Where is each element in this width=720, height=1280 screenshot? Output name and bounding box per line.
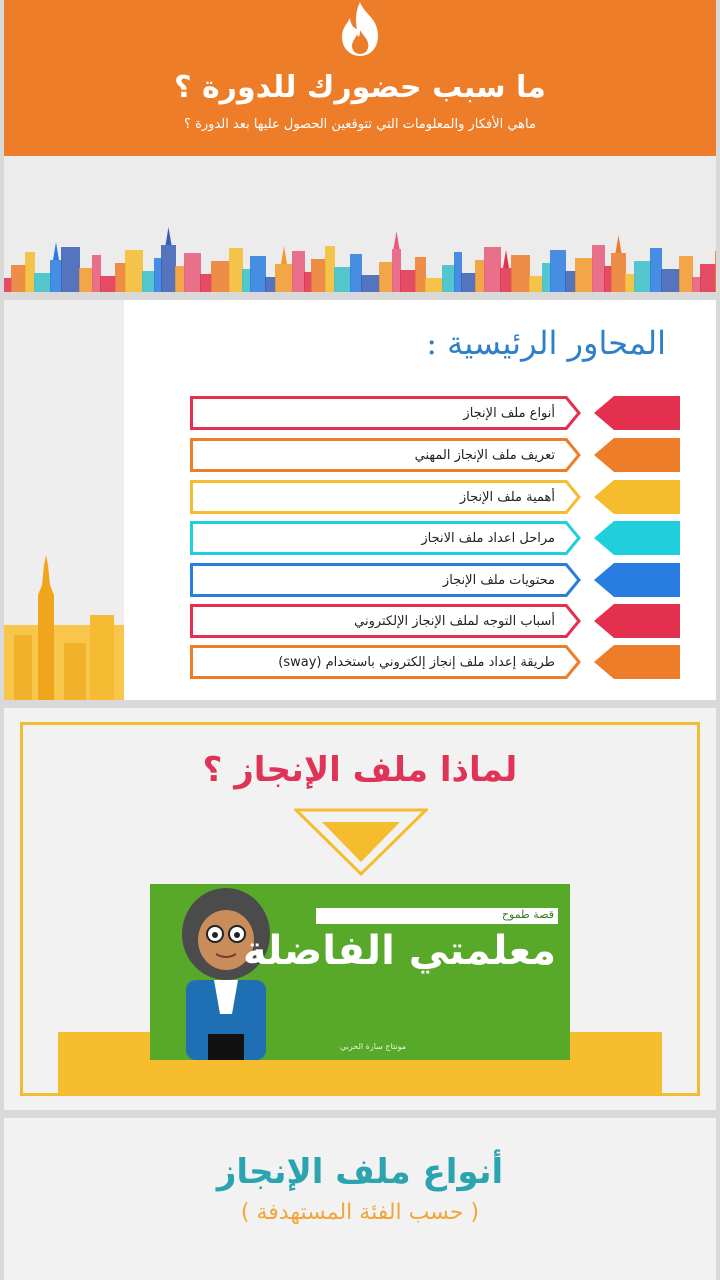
skyline-building (715, 251, 716, 292)
axis-item-box (190, 563, 586, 597)
axis-item-box (190, 645, 586, 679)
skyline-building (611, 253, 626, 292)
skyline-building (425, 278, 443, 292)
chevron-left-icon (590, 480, 680, 514)
skyline-building (400, 270, 416, 292)
skyline-building (442, 265, 455, 292)
skyline-building (115, 263, 126, 292)
city-skyline (4, 226, 716, 292)
down-triangle-icon (294, 808, 428, 876)
skyline-building (4, 278, 12, 292)
skyline-building (634, 261, 651, 292)
skyline-spire (394, 231, 400, 249)
axis-item (190, 521, 680, 555)
axis-item-box (190, 521, 586, 555)
skyline-building (350, 254, 362, 292)
skyline-building (265, 277, 276, 292)
axis-item-box (190, 396, 586, 430)
chevron-left-icon (590, 396, 680, 430)
skyline-building (604, 266, 612, 292)
skyline-building (679, 256, 693, 292)
axis-item-label: طريقة إعداد ملف إنجاز إلكتروني باستخدام (sway) (278, 655, 555, 670)
axis-notch (559, 396, 589, 430)
axis-notch (559, 645, 589, 679)
axis-notch (559, 604, 589, 638)
skyline-building (592, 245, 605, 292)
skyline-building (650, 248, 662, 292)
skyline-spire (53, 242, 59, 260)
skyline-building (392, 249, 401, 292)
skyline-building (250, 256, 266, 292)
skyline-spire (503, 250, 509, 268)
skyline-building (292, 251, 305, 292)
skyline-spire (166, 227, 172, 245)
axis-item (190, 645, 680, 679)
axis-item-label: محتويات ملف الإنجاز (442, 573, 555, 588)
skyline-building (325, 246, 335, 292)
axis-item-box (190, 480, 586, 514)
axis-item-label: أنواع ملف الإنجاز (463, 406, 555, 421)
skyline-building (475, 260, 485, 292)
skyline-building (50, 260, 62, 292)
skyline-building (361, 275, 380, 292)
flame-icon (330, 0, 390, 60)
skyline-building (415, 257, 426, 292)
skyline-building (161, 245, 176, 292)
axis-notch (559, 563, 589, 597)
axis-item (190, 396, 680, 430)
axis-notch (559, 521, 589, 555)
slide-why-portfolio (4, 708, 716, 1110)
video-small-label: قصة طموح (501, 908, 554, 921)
axis-notch (559, 480, 589, 514)
tower-illustration (4, 555, 124, 700)
skyline-building (275, 264, 293, 292)
slide-title: ما سبب حضورك للدورة ؟ (174, 70, 546, 105)
skyline-building (461, 273, 476, 292)
axis-item-label: مراحل اعداد ملف الانجاز (421, 531, 555, 546)
slide-subtitle: ماهي الأفكار والمعلومات التي تتوقعين الحصول عليها بعد الدورة ؟ (184, 117, 536, 132)
slide-main-axes (4, 300, 716, 700)
skyline-building (550, 250, 566, 292)
skyline-building (334, 267, 351, 292)
chevron-left-icon (590, 563, 680, 597)
skyline-building (154, 258, 162, 292)
skyline-building (79, 268, 93, 292)
skyline-building (142, 271, 155, 292)
skyline-building (700, 264, 716, 292)
chevron-left-icon (590, 604, 680, 638)
skyline-building (175, 266, 185, 292)
skyline-building (565, 271, 576, 292)
slide-portfolio-types (4, 1118, 716, 1280)
skyline-building (511, 255, 530, 292)
skyline-building (211, 261, 230, 292)
video-thumbnail[interactable] (150, 884, 570, 1060)
slide-attendance-reason (4, 0, 716, 292)
skyline-building (379, 262, 393, 292)
axis-item-label: أهمية ملف الإنجاز (459, 490, 555, 505)
slide-title: أنواع ملف الإنجاز (216, 1152, 504, 1192)
skyline-building (100, 276, 116, 292)
axis-item-label: تعريف ملف الإنجاز المهني (414, 448, 555, 463)
skyline-building (184, 253, 201, 292)
skyline-building (92, 255, 101, 292)
skyline-building (500, 268, 512, 292)
skyline-building (229, 248, 243, 292)
axis-notch (559, 438, 589, 472)
skyline-building (125, 250, 143, 292)
skyline-building (242, 269, 251, 292)
chevron-left-icon (590, 438, 680, 472)
chevron-left-icon (590, 521, 680, 555)
axis-item-label: أسباب التوجه لملف الإنجاز الإلكتروني (354, 614, 555, 629)
question-heading: لماذا ملف الإنجاز ؟ (202, 750, 518, 790)
skyline-building (529, 276, 543, 292)
skyline-building (625, 274, 635, 292)
skyline-building (661, 269, 680, 292)
skyline-building (692, 277, 701, 292)
axis-item-box (190, 438, 586, 472)
video-title: معلمتي الفاضلة (243, 928, 556, 974)
skyline-building (542, 263, 551, 292)
skyline-building (11, 265, 26, 292)
skyline-building (34, 273, 51, 292)
skyline-building (454, 252, 462, 292)
axes-heading: المحاور الرئيسية : (426, 324, 666, 362)
slide-subtitle: ( حسب الفئة المستهدفة ) (240, 1200, 480, 1225)
axis-item (190, 438, 680, 472)
skyline-building (575, 258, 593, 292)
skyline-building (200, 274, 212, 292)
skyline-building (484, 247, 501, 292)
video-credit: مونتاج سارة الحربي (340, 1042, 407, 1051)
skyline-building (311, 259, 326, 292)
skyline-building (61, 247, 80, 292)
skyline-building (25, 252, 35, 292)
axis-item (190, 480, 680, 514)
axis-item-box (190, 604, 586, 638)
axis-item (190, 563, 680, 597)
chevron-left-icon (590, 645, 680, 679)
skyline-spire (616, 235, 622, 253)
skyline-building (304, 272, 312, 292)
skyline-spire (281, 246, 287, 264)
axis-item (190, 604, 680, 638)
